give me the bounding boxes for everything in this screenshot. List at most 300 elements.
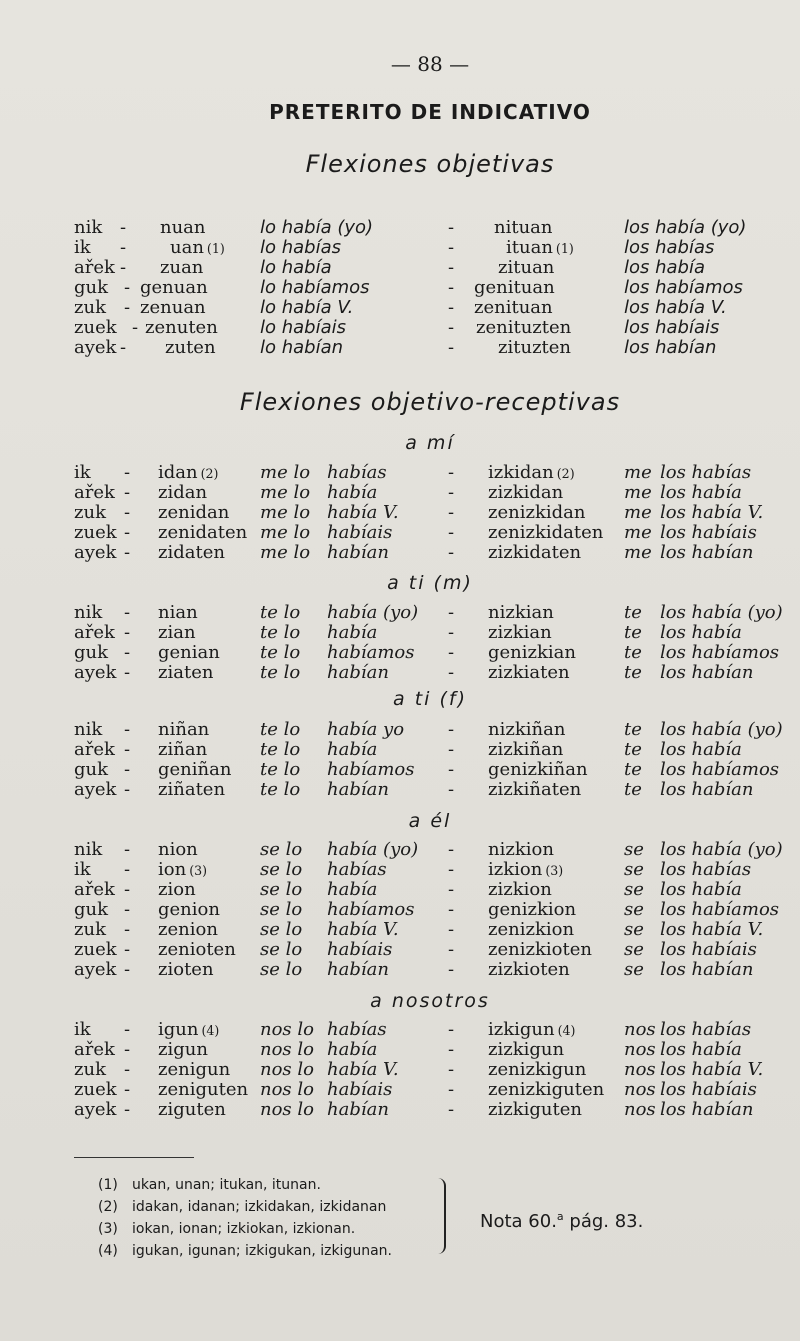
form-singular: zenuan (140, 297, 206, 318)
form-plural: zenizkidan (488, 502, 586, 523)
pronoun: ařek (74, 622, 115, 643)
translation-singular: habías (327, 1019, 387, 1040)
form-singular: ziaten (158, 662, 214, 683)
translation-plural: los había (660, 1039, 742, 1060)
dash: - (448, 1079, 455, 1100)
form-plural-cell (488, 1020, 575, 1041)
dash: - (448, 482, 455, 503)
form-plural: zenizkidaten (488, 522, 604, 543)
translation-plural: los habían (660, 1099, 754, 1120)
form-singular: zuten (165, 337, 216, 358)
form-plural: zizkioten (488, 959, 570, 980)
form-singular: geniñan (158, 759, 232, 780)
nota-reference: Nota 60.$^a$ pág. 83. (480, 1210, 644, 1232)
table-row (0, 840, 800, 860)
table-row: guk - genuan lo habíamos - genituan los habíamos (74, 277, 743, 298)
translation-plural: los había V. (660, 1059, 764, 1080)
dash: - (124, 859, 131, 880)
table-row (0, 760, 800, 780)
pronoun: nik (74, 217, 103, 238)
form-plural: zizkiñaten (488, 779, 582, 800)
translation-plural: los habías (660, 462, 752, 483)
page-title: PRETERITO DE INDICATIVO (269, 100, 591, 124)
translation-singular: había V. (327, 502, 399, 523)
form-singular: zian (158, 622, 196, 643)
table-row (0, 643, 800, 663)
form-singular: zuan (160, 257, 204, 278)
table-row (0, 1100, 800, 1120)
translation-singular: habían (327, 542, 389, 563)
translation-plural: los había (624, 257, 706, 278)
translation-plural: los habíamos (660, 899, 780, 920)
pronoun: ayek (74, 1099, 117, 1120)
form-plural: nituan (494, 217, 553, 238)
pronoun-clitic: se lo (260, 899, 303, 920)
pronoun: guk (74, 642, 109, 663)
dash: - (124, 482, 131, 503)
form-singular: zenion (158, 919, 218, 940)
form-plural: zituan (498, 257, 555, 278)
translation-plural: los había (660, 622, 742, 643)
translation-singular: lo había (yo) (260, 217, 374, 238)
form-plural-cell (488, 760, 591, 781)
translation-singular: lo había (260, 257, 332, 278)
footnote-ref: (1) (206, 241, 225, 256)
dash: - (124, 779, 131, 800)
form-plural-cell (488, 1100, 585, 1121)
pronoun-clitic: me lo (260, 522, 311, 543)
pronoun-clitic: nos (624, 1079, 656, 1100)
table-row (0, 1080, 800, 1100)
pronoun-clitic: se (624, 919, 644, 940)
dash: - (448, 462, 455, 483)
translation-singular: había (327, 622, 378, 643)
form-plural: nizkian (488, 602, 554, 623)
dash: - (448, 919, 455, 940)
pronoun: ik (74, 859, 91, 880)
table-row (0, 603, 800, 623)
form-plural: zizkion (488, 879, 552, 900)
table-row (0, 483, 800, 503)
form-plural: genizkion (488, 899, 577, 920)
table-row (0, 463, 800, 483)
translation-plural: los había V. (624, 297, 727, 318)
translation-plural: los habías (624, 237, 715, 258)
pronoun: zuk (74, 1059, 106, 1080)
pronoun-clitic: te (624, 622, 642, 643)
translation-singular: habíamos (327, 899, 415, 920)
pronoun-clitic: se lo (260, 939, 303, 960)
form-plural: zizkian (488, 622, 552, 643)
dash: - (448, 899, 455, 920)
translation-singular: habíais (327, 939, 393, 960)
form-singular: zidaten (158, 542, 225, 563)
pronoun: zuek (74, 939, 117, 960)
pronoun: ayek (74, 542, 117, 563)
pronoun: ařek (74, 257, 115, 278)
translation-singular: lo habías (260, 237, 342, 258)
form-singular: igun (158, 1019, 199, 1040)
translation-singular: habíamos (327, 759, 415, 780)
translation-plural: los habían (660, 779, 754, 800)
form-singular-cell (158, 760, 234, 781)
footnote-ref: (3) (545, 863, 564, 878)
translation-plural: los habíais (660, 939, 757, 960)
dash: - (124, 939, 131, 960)
footnote-ref: (4) (557, 1023, 576, 1038)
dash: - (124, 662, 131, 683)
pronoun: ařek (74, 1039, 115, 1060)
dash: - (448, 859, 455, 880)
form-singular-cell (158, 543, 228, 564)
table-row (0, 1040, 800, 1060)
pronoun: nik (74, 839, 103, 860)
form-plural-cell (488, 860, 563, 881)
form-plural: zizkiaten (488, 662, 570, 683)
table-row: zuek - zenuten lo habíais - zenituzten los habíais (74, 317, 720, 338)
form-singular-cell (158, 960, 217, 981)
table-row (0, 720, 800, 740)
footnotes (98, 1174, 392, 1262)
form-singular-cell (158, 1080, 251, 1101)
footnote-ref: (3) (189, 863, 208, 878)
pronoun: ayek (74, 959, 117, 980)
translation-singular: había (327, 1039, 378, 1060)
pronoun-clitic: me (624, 522, 652, 543)
pronoun-clitic: nos (624, 1059, 656, 1080)
form-plural: zenizkiguten (488, 1079, 605, 1100)
table-row (0, 780, 800, 800)
pronoun-clitic: te (624, 739, 642, 760)
pronoun-clitic: te lo (260, 602, 301, 623)
translation-plural: los había V. (660, 502, 764, 523)
subtitle-a-ti-f: a ti (f) (393, 688, 467, 710)
dash: - (124, 1099, 131, 1120)
form-plural: izkigun (488, 1019, 555, 1040)
form-plural-cell (488, 543, 584, 564)
dash: - (124, 719, 131, 740)
pronoun-clitic: se (624, 939, 644, 960)
dash: - (124, 602, 131, 623)
form-singular: zenuten (145, 317, 218, 338)
form-singular-cell (158, 603, 201, 624)
form-singular-cell (158, 503, 232, 524)
pronoun: ařek (74, 879, 115, 900)
table-row: ařek - zuan lo había - zituan los había (74, 257, 706, 278)
pronoun-clitic: nos lo (260, 1079, 314, 1100)
translation-singular: había (327, 482, 378, 503)
form-plural-cell (488, 900, 579, 921)
form-singular-cell (158, 463, 218, 484)
translation-plural: los había (660, 739, 742, 760)
pronoun-clitic: te lo (260, 759, 301, 780)
form-singular-cell (158, 720, 212, 741)
form-singular-cell (158, 920, 221, 941)
form-singular-cell (158, 523, 250, 544)
pronoun: ik (74, 1019, 91, 1040)
dash: - (448, 502, 455, 523)
pronoun-clitic: se (624, 859, 644, 880)
dash: - (124, 1079, 131, 1100)
dash: - (124, 462, 131, 483)
pronoun: ařek (74, 739, 115, 760)
form-plural: nizkiñan (488, 719, 566, 740)
pronoun-clitic: me lo (260, 462, 311, 483)
pronoun-clitic: se (624, 879, 644, 900)
translation-plural: los habías (660, 859, 752, 880)
form-plural: ituan (506, 237, 553, 258)
pronoun-clitic: se (624, 959, 644, 980)
pronoun-clitic: nos lo (260, 1099, 314, 1120)
dash: - (124, 522, 131, 543)
table-row (0, 860, 800, 880)
form-singular: genian (158, 642, 220, 663)
form-singular: zenioten (158, 939, 236, 960)
pronoun: zuk (74, 297, 106, 318)
dash: - (448, 739, 455, 760)
dash: - (448, 879, 455, 900)
pronoun: guk (74, 899, 109, 920)
form-plural: zituzten (498, 337, 572, 358)
table-row: ik - uan (1) lo habías - ituan (1) los habías (74, 237, 715, 258)
pronoun-clitic: te lo (260, 622, 301, 643)
pronoun-clitic: nos (624, 1039, 656, 1060)
form-singular-cell (158, 643, 223, 664)
form-singular: zeniguten (158, 1079, 249, 1100)
form-plural: zizkigun (488, 1039, 565, 1060)
form-singular: zidan (158, 482, 208, 503)
table-row (0, 900, 800, 920)
form-plural-cell (488, 463, 575, 484)
dash: - (448, 1099, 455, 1120)
form-plural: zenituzten (476, 317, 572, 338)
translation-plural: los habían (660, 959, 754, 980)
translation-plural: los había (yo) (660, 839, 783, 860)
form-plural-cell (488, 663, 573, 684)
form-singular-cell (158, 880, 199, 901)
form-plural: zenizkigun (488, 1059, 587, 1080)
dash: - (448, 939, 455, 960)
form-singular-cell (158, 623, 199, 644)
translation-singular: habían (327, 1099, 389, 1120)
pronoun: nik (74, 602, 103, 623)
pronoun-clitic: me (624, 542, 652, 563)
translation-plural: los había (yo) (660, 719, 783, 740)
form-plural: izkion (488, 859, 543, 880)
form-singular-cell (158, 740, 210, 761)
table-row (0, 940, 800, 960)
translation-singular: había V. (327, 1059, 399, 1080)
form-singular: niñan (158, 719, 210, 740)
form-singular: zioten (158, 959, 214, 980)
dash: - (124, 739, 131, 760)
footnote-ref: (2) (200, 466, 219, 481)
form-plural: zenituan (474, 297, 553, 318)
pronoun: ik (74, 237, 91, 258)
form-plural-cell (488, 920, 577, 941)
dash: - (124, 542, 131, 563)
form-singular: zenigun (158, 1059, 231, 1080)
table-row (0, 543, 800, 563)
pronoun-clitic: me (624, 482, 652, 503)
pronoun-clitic: nos (624, 1019, 656, 1040)
translation-plural: los habíais (660, 522, 757, 543)
translation-singular: lo había V. (260, 297, 354, 318)
pronoun-clitic: se lo (260, 839, 303, 860)
pronoun-clitic: nos lo (260, 1059, 314, 1080)
footnote-brace (438, 1178, 446, 1254)
footnote-ref: (1) (555, 241, 574, 256)
table-row: zuk - zenuan lo había V. - zenituan los había V. (74, 297, 727, 318)
form-singular: genuan (140, 277, 208, 298)
pronoun: ayek (74, 662, 117, 683)
form-singular: nian (158, 602, 198, 623)
form-plural-cell (488, 623, 555, 644)
translation-singular: había (yo) (327, 602, 419, 623)
form-singular: ion (158, 859, 187, 880)
dash: - (124, 899, 131, 920)
pronoun-clitic: te (624, 602, 642, 623)
form-plural-cell (488, 780, 584, 801)
table-row (0, 880, 800, 900)
translation-plural: los habíamos (660, 759, 780, 780)
pronoun-clitic: me (624, 502, 652, 523)
form-plural-cell (488, 603, 557, 624)
form-plural-cell (488, 483, 566, 504)
pronoun-clitic: se (624, 899, 644, 920)
translation-singular: había yo (327, 719, 405, 740)
form-singular-cell (158, 1060, 233, 1081)
pronoun-clitic: te lo (260, 739, 301, 760)
pronoun: zuek (74, 1079, 117, 1100)
subtitle-a-ti-m: a ti (m) (387, 572, 473, 594)
dash: - (124, 919, 131, 940)
form-singular: ziñan (158, 739, 208, 760)
subtitle-a-nosotros: a nosotros (370, 990, 490, 1012)
section-title-objetivas: Flexiones objetivas (305, 150, 555, 178)
form-plural-cell (488, 643, 579, 664)
table-row (0, 1060, 800, 1080)
form-plural-cell (488, 503, 588, 524)
form-plural: zenizkion (488, 919, 575, 940)
form-plural: zizkidan (488, 482, 564, 503)
pronoun-clitic: te lo (260, 662, 301, 683)
translation-plural: los habían (624, 337, 717, 358)
pronoun-clitic: se lo (260, 859, 303, 880)
subtitle-a-el: a él (408, 810, 452, 832)
table-row: nik - nuan lo había (yo) - nituan los había (yo) (74, 217, 747, 238)
table-row (0, 920, 800, 940)
form-singular-cell (158, 860, 207, 881)
footnote-rule (74, 1157, 194, 1158)
form-singular-cell (158, 1040, 211, 1061)
translation-plural: los había (yo) (624, 217, 747, 238)
form-singular-cell (158, 1020, 219, 1041)
table-row (0, 623, 800, 643)
form-singular: ziñaten (158, 779, 226, 800)
pronoun-clitic: te lo (260, 779, 301, 800)
dash: - (448, 542, 455, 563)
pronoun: zuek (74, 317, 117, 338)
form-singular-cell (158, 663, 216, 684)
form-singular: zenidan (158, 502, 230, 523)
dash: - (448, 1059, 455, 1080)
table-row (0, 1020, 800, 1040)
form-singular: idan (158, 462, 198, 483)
dash: - (124, 959, 131, 980)
footnote-ref: (4) (201, 1023, 220, 1038)
translation-singular: habían (327, 959, 389, 980)
pronoun: guk (74, 759, 109, 780)
translation-singular: lo habíais (260, 317, 347, 338)
dash: - (124, 642, 131, 663)
table-row (0, 503, 800, 523)
form-plural: nizkion (488, 839, 554, 860)
pronoun-clitic: nos (624, 1099, 656, 1120)
form-plural: genizkian (488, 642, 576, 663)
translation-plural: los había (660, 482, 742, 503)
form-singular: nion (158, 839, 198, 860)
pronoun-clitic: me lo (260, 502, 311, 523)
pronoun-clitic: me (624, 462, 652, 483)
dash: - (124, 759, 131, 780)
translation-plural: los habías (660, 1019, 752, 1040)
translation-singular: lo habíamos (260, 277, 370, 298)
form-plural-cell (488, 1060, 589, 1081)
pronoun-clitic: te (624, 642, 642, 663)
dash: - (448, 662, 455, 683)
pronoun-clitic: te lo (260, 642, 301, 663)
translation-plural: los había (660, 879, 742, 900)
form-plural: zizkiguten (488, 1099, 582, 1120)
dash: - (448, 1019, 455, 1040)
pronoun-clitic: se lo (260, 919, 303, 940)
form-plural: zizkidaten (488, 542, 582, 563)
footnote-ref: (2) (556, 466, 575, 481)
pronoun-clitic: me lo (260, 542, 311, 563)
form-plural: genizkiñan (488, 759, 588, 780)
pronoun: ayek (74, 337, 117, 358)
form-plural-cell (488, 1040, 567, 1061)
form-plural: zenizkioten (488, 939, 592, 960)
pronoun-clitic: te lo (260, 719, 301, 740)
dash: - (124, 839, 131, 860)
pronoun-clitic: te (624, 759, 642, 780)
subtitle-a-mi: a mí (405, 432, 455, 454)
form-plural-cell (488, 880, 555, 901)
dash: - (448, 522, 455, 543)
form-plural-cell (488, 1080, 607, 1101)
translation-singular: habíais (327, 522, 393, 543)
footnote: (2) idakan, idanan; izkidakan, izkidanan (98, 1199, 387, 1215)
form-singular-cell (158, 483, 210, 504)
section-title-objetivo-receptivas: Flexiones objetivo-receptivas (239, 388, 621, 416)
dash: - (448, 839, 455, 860)
translation-singular: habíais (327, 1079, 393, 1100)
translation-singular: habíamos (327, 642, 415, 663)
pronoun-clitic: nos lo (260, 1019, 314, 1040)
translation-singular: lo habían (260, 337, 344, 358)
translation-singular: había (yo) (327, 839, 419, 860)
pronoun: zuk (74, 919, 106, 940)
pronoun: ik (74, 462, 91, 483)
table-row (0, 523, 800, 543)
dash: - (448, 602, 455, 623)
form-singular-cell (158, 940, 239, 961)
form-plural: zizkiñan (488, 739, 564, 760)
footnote: (4) igukan, igunan; izkigukan, izkigunan. (98, 1243, 392, 1259)
table-row (0, 960, 800, 980)
